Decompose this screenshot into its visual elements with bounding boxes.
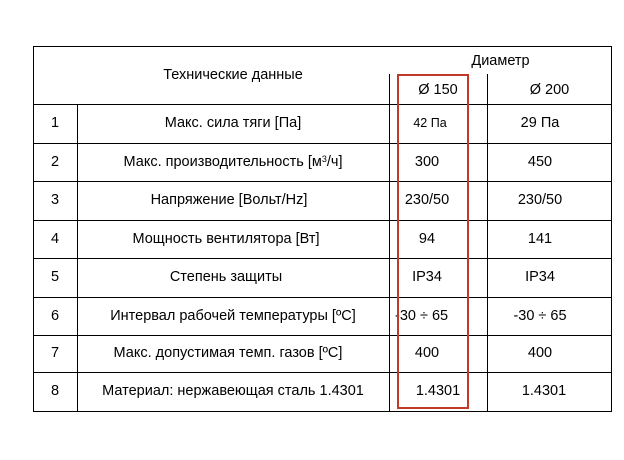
row-value-200: 230/50 [517, 192, 563, 209]
param-text: Материал: нержавеющая сталь 1.4301 [102, 383, 364, 400]
param-text: Макс. допустимая темп. газов [ºC] [113, 345, 343, 362]
header-diameter-200: Ø 200 [529, 81, 570, 98]
row-value-200: -30 ÷ 65 [513, 307, 567, 324]
highlight-box [397, 74, 469, 409]
param-text: Напряжение [Вольт/Hz] [150, 192, 308, 209]
row-value-150: 300 [414, 153, 440, 170]
row-number: 8 [50, 383, 60, 400]
row-number: 1 [50, 115, 60, 132]
param-text: Интервал рабочей температуры [ºC] [110, 307, 356, 324]
row-value-150: 42 Па [413, 116, 447, 131]
row-value-150: -30 ÷ 65 [395, 307, 449, 324]
header-diameter: Диаметр [471, 52, 530, 69]
param-text: Макс. сила тяги [Па] [164, 115, 302, 132]
row-value-150: 400 [414, 345, 440, 362]
param-text: Макс. производительность [м [123, 153, 322, 170]
row-parameter [77, 258, 375, 297]
row-number: 3 [50, 192, 60, 209]
row-value-200: 400 [527, 345, 553, 362]
row-value-150: 94 [418, 230, 436, 247]
row-value-200: 141 [527, 230, 553, 247]
row-value-200: 450 [527, 153, 553, 170]
header-title: Технические данные [163, 67, 303, 84]
row-number: 6 [50, 307, 60, 324]
row-number: 5 [50, 269, 60, 286]
row-parameter [77, 143, 389, 181]
row-parameter [77, 335, 379, 372]
row-value-200: 29 Па [520, 115, 560, 132]
row-value-200: IP34 [525, 269, 555, 286]
param-text: Мощность вентилятора [Вт] [132, 230, 320, 247]
row-number: 4 [50, 230, 60, 247]
row-parameter [77, 104, 389, 143]
row-parameter [77, 297, 389, 335]
param-text: Степень защиты [169, 269, 283, 286]
row-value-150: 1.4301 [415, 383, 461, 400]
row-number: 7 [50, 345, 60, 362]
param-superscript: 3 [321, 153, 327, 164]
row-value-150: IP34 [412, 269, 442, 286]
row-number: 2 [50, 153, 60, 170]
row-parameter [77, 181, 381, 220]
param-text-suffix: /ч] [326, 153, 343, 170]
row-value-200: 1.4301 [521, 383, 567, 400]
row-parameter [77, 220, 375, 258]
row-value-150: 230/50 [404, 192, 450, 209]
row-parameter [77, 372, 389, 411]
header-diameter-150: Ø 150 [418, 81, 458, 98]
